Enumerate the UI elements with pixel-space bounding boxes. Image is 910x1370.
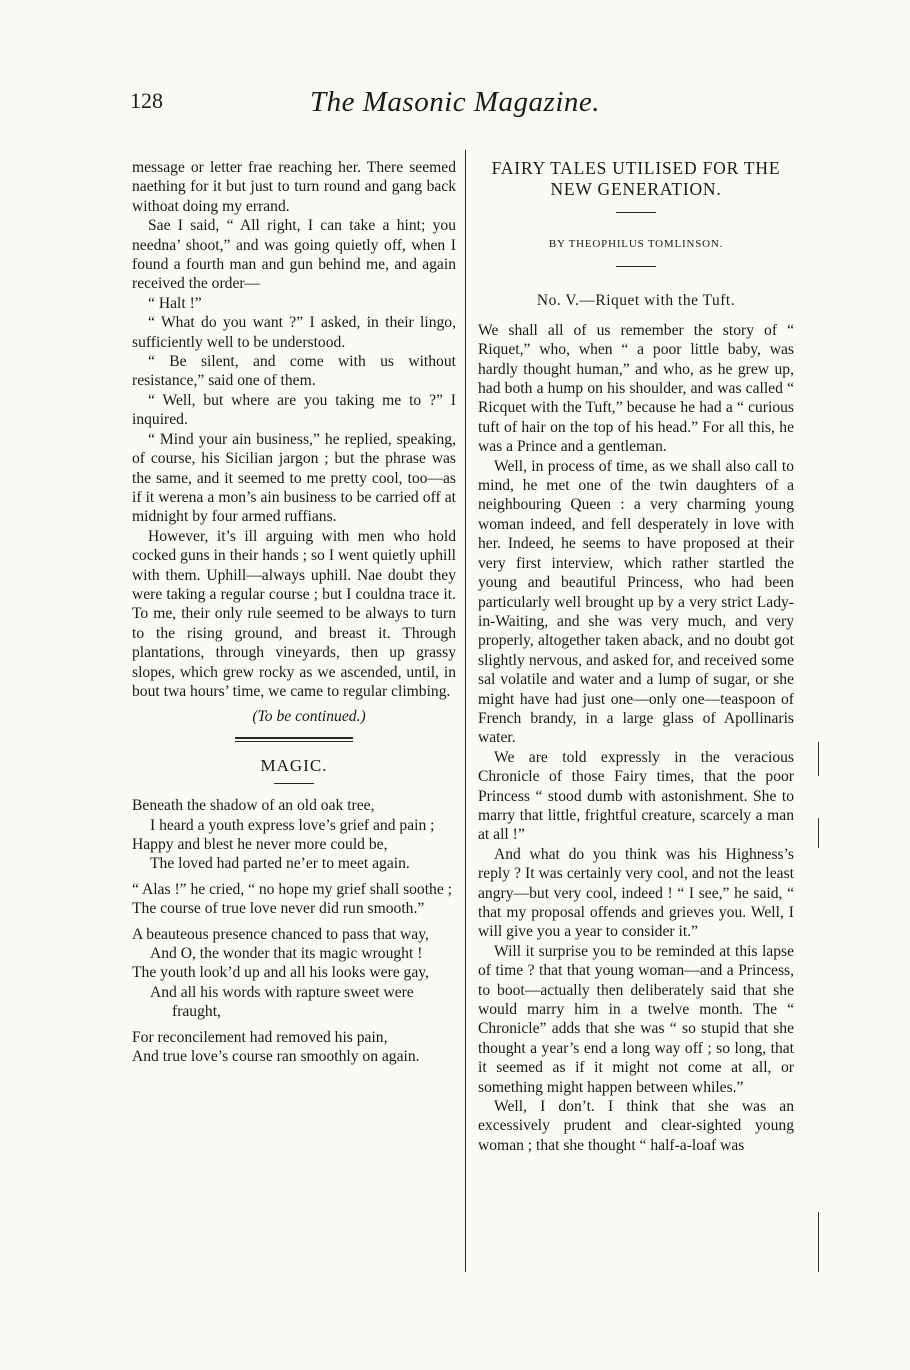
paragraph: We shall all of us remember the story of “ Riquet,” who, when “ a poor little baby, was hardly thought human,” and who, as he grew up, had both a hump on his shoulder, and was called “ Ricquet with the Tuft,” because he had a “ curious tuft of hair on the top of his head.” For all this, he was a Prince and a gentleman.: [478, 321, 794, 456]
paragraph: “ Halt !”: [148, 294, 202, 312]
byline: BY THEOPHILUS TOMLINSON.: [548, 238, 724, 250]
poem-line: The loved had parted ne’er to meet again.: [150, 855, 410, 873]
poem-line: “ Alas !” he cried, “ no hope my grief shall soothe ;: [132, 880, 453, 898]
paragraph: However, it’s ill arguing with men who hold cocked guns in their hands ; so I went quietly uphill with them. Uphill—always uphill. Nae doubt they were taking a regular course ; but I couldna trace it. To me, their only rule seemed to be always to turn to the rising ground, and breast it. Through plantations, through vineyards, then up grassy slopes, which grew rocky as we ascended, until, in bout twa hours’ time, we came to regular climbing.: [132, 527, 456, 700]
margin-mark: [818, 1212, 819, 1272]
article-title-line2: NEW GENERATION.: [550, 179, 722, 199]
page-number: 128: [130, 88, 163, 113]
section-divider: [235, 737, 353, 742]
right-column: [478, 158, 794, 1155]
byline-rule: [616, 266, 656, 267]
paragraph: “ Well, but where are you taking me to ?” I inquired.: [132, 391, 456, 429]
left-column: [132, 158, 456, 1066]
poem-line: And all his words with rapture sweet were fraught,: [150, 983, 414, 1021]
title-rule: [274, 783, 314, 784]
article-title: FAIRY TALES UTILISED FOR THE: [491, 158, 781, 178]
poem-line: For reconcilement had removed his pain,: [132, 1028, 388, 1046]
chapter-subtitle: No. V.—Riquet with the Tuft.: [536, 292, 736, 310]
poem: [132, 796, 456, 1066]
margin-mark: [818, 818, 819, 848]
paragraph: “ What do you want ?” I asked, in their lingo, sufficiently well to be understood.: [132, 314, 456, 351]
paragraph: We are told expressly in the veracious Chronicle of those Fairy times, that the poor Princess “ stood dumb with astonishment. She to marry that little, frightful creature, scarcely a man at all !”: [478, 748, 794, 844]
poem-line: A beauteous presence chanced to pass that way,: [132, 925, 429, 943]
paragraph: message or letter frae reaching her. There seemed naething for it but just to turn round and gang back withoat doing my errand.: [132, 159, 456, 215]
poem-line: And O, the wonder that its magic wrought !: [150, 945, 423, 963]
poem-title: MAGIC.: [260, 755, 328, 775]
running-title: The Masonic Magazine.: [310, 86, 600, 118]
paragraph: Well, I don’t. I think that she was an excessively prudent and clear-sighted young woman ; that she thought “ half-a-loaf was: [478, 1098, 794, 1154]
poem-line: The youth look’d up and all his looks were gay,: [132, 964, 429, 982]
paragraph: Well, in process of time, as we shall also call to mind, he met one of the twin daughters of a neighbouring Queen : a very charming young woman indeed, and fell desperately in love with her. Indeed, he seems to have proposed at their very first interview, which rather startled the young and beautiful Princess, who had been particularly well brought up by a very strict Lady-in-Waiting, and she was very much, and very properly, altogether taken aback, and no doubt got slightly nervous, and asked for, and received some sal volatile and water and a lump of sugar, or she might have had just one—only one—teaspoon of French brandy, in a large glass of Apollinaris water.: [478, 457, 794, 747]
margin-mark: [818, 742, 819, 776]
paragraph: Will it surprise you to be reminded at this lapse of time ? that that young woman—and a Princess, to boot—actually then deliberately said that she would marry him in a twelve month. The “ Chronicle” adds that she was “ so stupid that she thought a year’s end a long way off ; so long, that it seemed as if it might not come at all, or something might happen between whiles.”: [478, 942, 794, 1096]
poem-line: The course of true love never did run smooth.”: [132, 900, 425, 918]
poem-line: Happy and blest he never more could be,: [132, 836, 388, 853]
paragraph: “ Be silent, and come with us without resistance,” said one of them.: [132, 353, 456, 390]
poem-line: Beneath the shadow of an old oak tree,: [132, 797, 375, 815]
column-divider: [465, 150, 466, 1272]
continued-note: (To be continued.): [252, 708, 366, 726]
poem-line: And true love’s course ran smoothly on again.: [132, 1048, 420, 1066]
paragraph: Sae I said, “ All right, I can take a hint; you needna’ shoot,” and was going quietly off, when I found a fourth man and gun behind me, and again received the order—: [132, 217, 456, 293]
paragraph: And what do you think was his Highness’s reply ? It was certainly very cool, and not the least angry—but very cool, indeed ! “ I see,” he said, “ that my proposal offends and grieves you. Well, I will give you a year to consider it.”: [478, 845, 794, 941]
paragraph: “ Mind your ain business,” he replied, speaking, of course, his Sicilian jargon ; but the phrase was the same, and it seemed to me pretty cool, too—as if it werena a mon’s ain business to be carried off at midnight by four armed ruffians.: [132, 430, 456, 526]
title-rule: [616, 212, 656, 213]
poem-line: I heard a youth express love’s grief and pain ;: [150, 816, 435, 834]
